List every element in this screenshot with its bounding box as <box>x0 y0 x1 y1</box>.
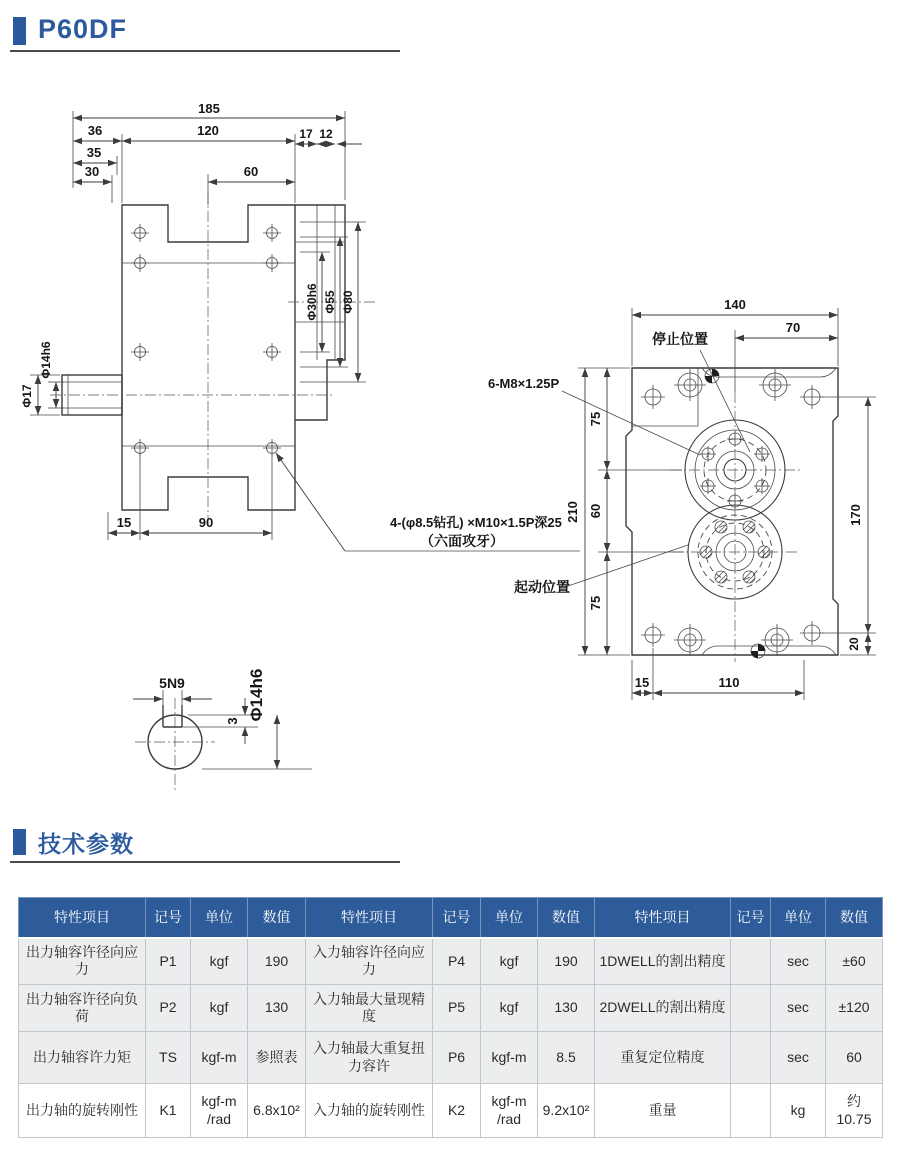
dim-140: 140 <box>724 297 746 312</box>
dim-75-lower: 75 <box>588 595 603 611</box>
cell: 2DWELL的割出精度 <box>595 985 731 1032</box>
dim-keyway-depth: 3 <box>225 717 240 725</box>
cell: 出力轴容许力矩 <box>19 1032 146 1084</box>
cell: ±120 <box>826 985 883 1032</box>
cell: 重量 <box>595 1084 731 1138</box>
cell <box>731 1084 771 1138</box>
cell: TS <box>146 1032 191 1084</box>
dim-90: 90 <box>198 515 214 530</box>
cell: 重复定位精度 <box>595 1032 731 1084</box>
dim-75-upper: 75 <box>588 411 603 427</box>
cell <box>731 1032 771 1084</box>
cell: 130 <box>248 985 306 1032</box>
drill-note-line2: （六面攻牙） <box>420 533 504 549</box>
cell: P6 <box>433 1032 481 1084</box>
cell: P1 <box>146 938 191 985</box>
cell: 约10.75 <box>826 1084 883 1138</box>
dim-170: 170 <box>848 504 863 526</box>
cell: kgf-m /rad <box>191 1084 248 1138</box>
cell: kgf <box>191 938 248 985</box>
dim-12: 12 <box>319 127 333 141</box>
cell: ±60 <box>826 938 883 985</box>
dim-120: 120 <box>197 123 219 138</box>
cell: 入力轴容许径向应力 <box>306 938 433 985</box>
parameters-table <box>18 897 883 1138</box>
cell: 出力轴容许径向负荷 <box>19 985 146 1032</box>
cell: P5 <box>433 985 481 1032</box>
cell: 出力轴的旋转刚性 <box>19 1084 146 1138</box>
col-header: 记号 <box>146 898 191 938</box>
dim-210: 210 <box>565 501 580 523</box>
table-header-row <box>19 898 883 938</box>
dim-60-top: 60 <box>588 503 603 519</box>
cell: 8.5 <box>538 1032 595 1084</box>
cell: P2 <box>146 985 191 1032</box>
dim-185: 185 <box>198 101 220 116</box>
dim-17: 17 <box>299 127 313 141</box>
dim-20: 20 <box>847 637 861 651</box>
page-title: P60DF <box>38 14 128 44</box>
cell: 参照表 <box>248 1032 306 1084</box>
label-start-position: 起动位置 <box>514 579 570 595</box>
col-header: 单位 <box>191 898 248 938</box>
cell: 1DWELL的割出精度 <box>595 938 731 985</box>
dim-keyway-width: 5N9 <box>159 675 185 691</box>
cell: P4 <box>433 938 481 985</box>
label-thread-spec: 6-M8×1.25P <box>488 376 560 391</box>
cell: 9.2x10² <box>538 1084 595 1138</box>
dim-phi80: Φ80 <box>341 290 355 314</box>
table-row <box>19 985 883 1032</box>
section-accent-bar <box>13 829 26 855</box>
dim-36: 36 <box>87 123 103 138</box>
dim-phi17: Φ17 <box>20 384 34 408</box>
col-header: 记号 <box>433 898 481 938</box>
col-header: 数值 <box>538 898 595 938</box>
table-row <box>19 938 883 985</box>
cell: kgf-m /rad <box>481 1084 538 1138</box>
cell <box>731 985 771 1032</box>
cell: 入力轴最大量现精度 <box>306 985 433 1032</box>
cell: kgf-m <box>191 1032 248 1084</box>
dim-60: 60 <box>243 164 259 179</box>
dim-30: 30 <box>84 164 100 179</box>
col-header: 数值 <box>248 898 306 938</box>
cell: 190 <box>538 938 595 985</box>
cell: K2 <box>433 1084 481 1138</box>
cell: sec <box>771 1032 826 1084</box>
col-header: 单位 <box>771 898 826 938</box>
dim-70: 70 <box>785 320 801 335</box>
cell: 60 <box>826 1032 883 1084</box>
drill-note-line1: 4-(φ8.5钻孔) ×M10×1.5P深25 <box>390 515 562 530</box>
cell: 130 <box>538 985 595 1032</box>
front-view <box>20 101 580 551</box>
dim-phi14h6-front: Φ14h6 <box>39 341 53 379</box>
cell: kgf <box>481 985 538 1032</box>
table-row <box>19 1084 883 1138</box>
cell: 入力轴的旋转刚性 <box>306 1084 433 1138</box>
label-stop-position: 停止位置 <box>652 331 708 347</box>
dim-phi55: Φ55 <box>323 290 337 314</box>
cell <box>731 938 771 985</box>
top-view <box>488 297 876 700</box>
cell: 入力轴最大重复扭力容许 <box>306 1032 433 1084</box>
cell: kgf <box>481 938 538 985</box>
cell: kgf-m <box>481 1032 538 1084</box>
cell: sec <box>771 985 826 1032</box>
cell: 190 <box>248 938 306 985</box>
cell: kgf <box>191 985 248 1032</box>
col-header: 记号 <box>731 898 771 938</box>
keyway-detail <box>133 669 312 790</box>
col-header: 数值 <box>826 898 883 938</box>
col-header: 特性项目 <box>19 898 146 938</box>
dim-phi30h6: Φ30h6 <box>305 283 319 321</box>
col-header: 特性项目 <box>595 898 731 938</box>
section-rule <box>10 861 400 863</box>
dim-15: 15 <box>116 515 132 530</box>
section-title: 技术参数 <box>38 831 134 857</box>
table-row <box>19 1032 883 1084</box>
dim-keyway-phi: Φ14h6 <box>247 668 266 722</box>
cell: 6.8x10² <box>248 1084 306 1138</box>
col-header: 特性项目 <box>306 898 433 938</box>
dim-35: 35 <box>86 145 102 160</box>
cell: 出力轴容许径向应力 <box>19 938 146 985</box>
col-header: 单位 <box>481 898 538 938</box>
dim-15-top: 15 <box>634 675 650 690</box>
cell: sec <box>771 938 826 985</box>
cell: kg <box>771 1084 826 1138</box>
cell: K1 <box>146 1084 191 1138</box>
dim-110: 110 <box>718 675 740 690</box>
